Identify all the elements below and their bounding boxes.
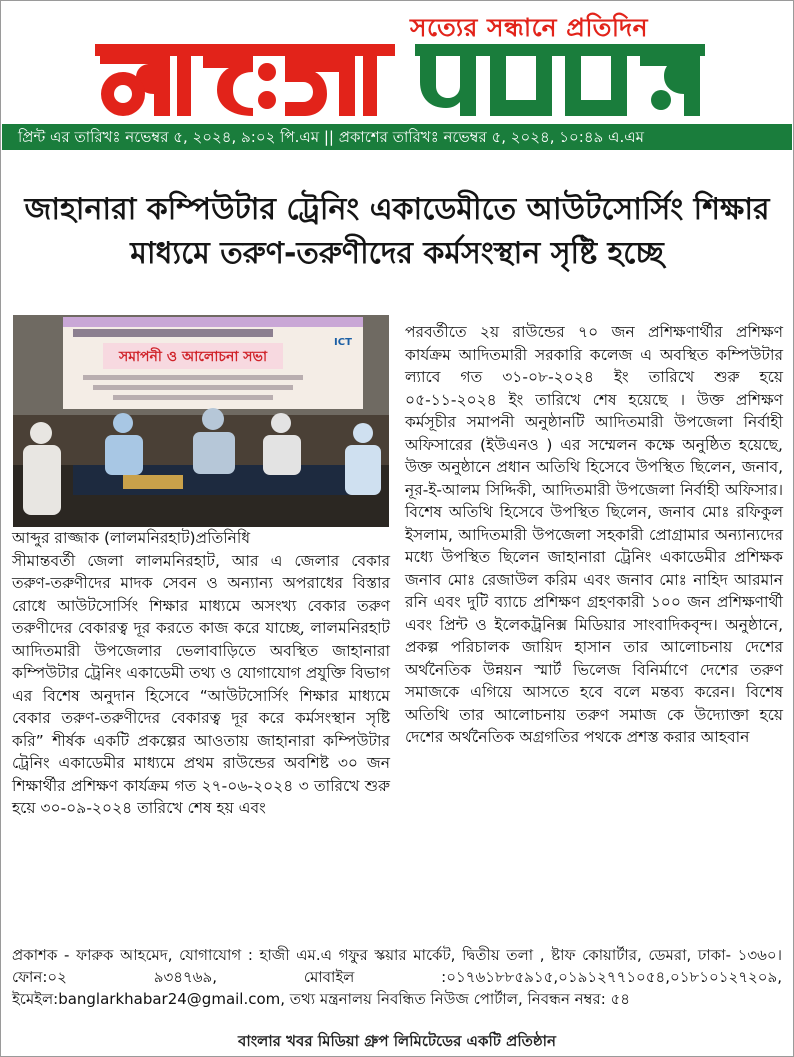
banner-title: সমাপনী ও আলোচনা সভা	[118, 349, 268, 365]
article-column-left	[12, 527, 390, 820]
article-column-right	[405, 321, 783, 749]
masthead-logo[interactable]	[95, 30, 705, 125]
banner-logo: ICT	[334, 337, 352, 348]
date-bar: প্রিন্ট এর তারিখঃ নভেম্বর ৫, ২০২৪, ৯:০২ পি.এম || প্রকাশের তারিখঃ নভেম্বর ৫, ২০২৪, ১০:৪৯ এ.এম	[2, 124, 792, 150]
footer-bottom: বাংলার খবর মিডিয়া গ্রুপ লিমিটেডের একটি প্রতিষ্ঠান	[238, 1032, 556, 1050]
article-paragraph-left: সীমান্তবর্তী জেলা লালমনিরহাট, আর এ জেলার বেকার তরুণ-তরুণীদের মাদক সেবন ও অন্যান্য অপরাধের বিস্তার রোধে আউটসোর্সিং শিক্ষার মাধ্যমে অসংখ্য বেকার তরুণ তরুণীদের বেকারত্ব দূর করতে কাজ করে যাচ্ছে, লালমনিরহাট আদিতমারী উপজেলার ভেলাবাড়িতে অবস্থিত জাহানারা কম্পিউটার ট্রেনিং একাডেমী তথ্য ও যোগাযোগ প্রযুক্তি বিভাগ এর বিশেষ অনুদান হিসেবে “আউটসোর্সিং শিক্ষার মাধ্যমে বেকার তরুণ-তরুণীদের বেকারত্ব দূর করে কর্মসংস্থান সৃষ্টি করি” শীর্ষক একটি প্রকল্পের আওতায় জাহানারা কম্পিউটার ট্রেনিং একাডেমীর মাধ্যমে প্রথম রাউন্ডের অবশিষ্ট ৩০ জন শিক্ষার্থীর প্রশিক্ষণ কার্যক্রম গত ২৭-০৬-২০২৪ ৩ তারিখে শুরু হয়ে ৩০-০৯-২০২৪ তারিখে শেষ হয় এবং	[12, 551, 390, 817]
article-paragraph-right: পরবর্তীতে ২য় রাউন্ডের ৭০ জন প্রশিক্ষণার্থীর প্রশিক্ষণ কার্যক্রম আদিতমারী সরকারি কলেজ এ অবস্থিত কম্পিউটার ল্যাবে গত ৩১-০৮-২০২৪ ইং তারিখে শুরু হয়ে ০৫-১১-২০২৪ ইং তারিখে শেষ হয়েছে । উক্ত প্রশিক্ষণ কর্মসূচীর সমাপনী অনুষ্ঠানটি আদিতমারী উপজেলা নির্বাহী অফিসারের (ইউএনও ) এর সম্মেলন কক্ষে অনুষ্ঠিত হয়েছে, উক্ত অনুষ্ঠানে প্রধান অতিথি হিসেবে উপস্থিত ছিলেন, জনাব, নূর-ই-আলম সিদ্দিকী, আদিতমারী উপজেলা নির্বাহী অফিসার। বিশেষ অতিথি হিসেবে উপস্থিত ছিলেন, জনাব মোঃ রফিকুল ইসলাম, আদিতমারী উপজেলা সহকারী প্রোগ্রামার অন্যান্যদের মধ্যে উপস্থিত ছিলেন জাহানারা ট্রেনিং একাডেমীর প্রশিক্ষক জনাব মোঃ রেজাউল করিম এবং জনাব মোঃ নাহিদ আরমান রনি এবং দুটি ব্যাচে প্রশিক্ষণ গ্রহণকারী ১০০ জন প্রশিক্ষণার্থী এবং প্রিন্ট ও ইলেকট্রনিক্স মিডিয়ার সাংবাদিকবৃন্দ। অনুষ্ঠানে, প্রকল্প পরিচালক জায়িদ হাসান তার আলোচনায় দেশের অর্থনৈতিক উন্নয়ন স্মার্ট ভিলেজ বিনির্মাণে দেশের তরুণ সমাজকে এগিয়ে আসতে হবে বলে মন্তব্য করেন। বিশেষ অতিথি তার আলোচনায় তরুণ সমাজ কে উদ্যোক্তা হয়ে দেশের অর্থনৈতিক অগ্রগতির পথকে প্রশস্ত করার আহবান	[405, 323, 783, 746]
article-photo	[13, 315, 389, 527]
footer-info: প্রকাশক - ফারুক আহমেদ, যোগাযোগ : হাজী এম.এ গফুর স্কয়ার মার্কেট, দ্বিতীয় তলা , ষ্টাফ কোয়ার্টার, ডেমরা, ঢাকা- ১৩৬০। ফোন:০২ ৯৩৪৭৬৯, মোবাইল :০১৭৬১৮৮৫৯১৫,০১৯১২৭৭১০৫৪,০১৮১০১২৭২০৯, ইমেইল:banglarkhabar24@gmail.com, তথ্য মন্ত্রনালয় নিবন্ধিত নিউজ পোর্টাল, নিবন্ধন নম্বর: ৫৪	[12, 946, 782, 1008]
masthead-tagline: সত্যের সন্ধানে প্রতিদিন	[410, 13, 649, 42]
article-headline: জাহানারা কম্পিউটার ট্রেনিং একাডেমীতে আউটসোর্সিং শিক্ষার মাধ্যমে তরুণ-তরুণীদের কর্মসংস্থান সৃষ্টি হচ্ছে	[24, 192, 770, 271]
article-byline: আব্দুর রাজ্জাক (লালমনিরহাট)প্রতিনিধি	[12, 529, 251, 547]
